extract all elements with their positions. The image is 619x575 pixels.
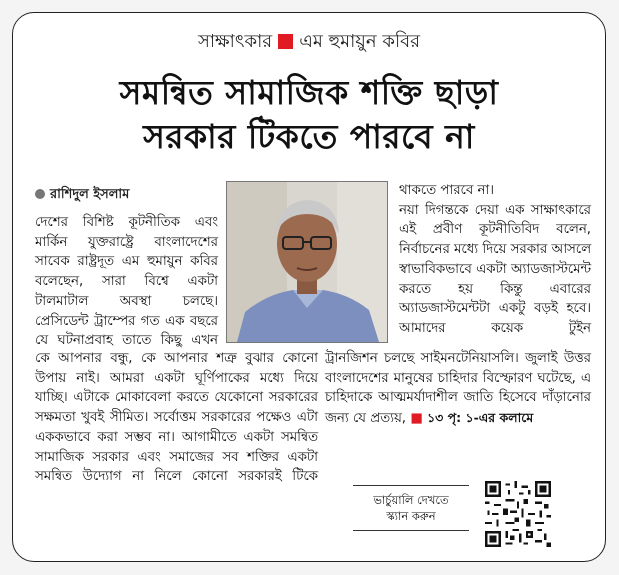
article-column-3 — [35, 349, 318, 487]
bullet-icon — [35, 189, 45, 199]
byline — [35, 185, 129, 206]
kicker — [13, 30, 605, 54]
portrait-photo — [226, 181, 388, 343]
qr-caption — [349, 485, 473, 543]
paragraph: কে আপনার বন্ধু, কে আপনার শত্রু বুঝার কোনো উপায় নাই। আমরা একটা ঘূর্ণিপাকের মধ্যে দিয়ে যাচ্ছি। এটাকে মোকাবেলা করতে যেকোনো সরকারের সক্ষমতা খুবই সীমিত। সর্বোত্তম সরকারের পক্ষেও এটা এককভাবে করা সম্ভব না। আগামীতে একটা সমন্বিত সামাজিক সরকার এবং সমাজের সব শক্তির একটা সমন্বিত উদ্যোগ না নিলে কোনো সরকারই টিকে — [35, 351, 318, 485]
article-column-1 — [35, 213, 218, 351]
divider — [353, 485, 469, 486]
interviewee-name: এম হুমায়ুন কবির — [299, 31, 421, 52]
headline-line-2: সরকার টিকতে পারবে না — [143, 117, 475, 156]
continued-on-label: ১৩ পৃ: ১-এর কলামে — [427, 410, 534, 426]
author-name: রাশিদুল ইসলাম — [50, 187, 130, 202]
section-label: সাক্ষাৎকার — [197, 31, 273, 52]
qr-caption-line-2: স্ক্যান করুন — [386, 509, 436, 523]
headline — [13, 71, 605, 159]
continued-marker-icon: ■ — [410, 411, 423, 427]
paragraph: নয়া দিগন্তকে দেয়া এক সাক্ষাৎকারে এই প্রবীণ কূটনীতিবিদ বলেন, নির্বাচনের মধ্যে দিয়ে সরকার আসলে স্বাভাবিকভাবে একটা অ্যাডজাস্টমেন্ট করতে হয় কিন্তু এবারের অ্যাডজাস্টমেন্টটা একটু বড়ই হবে। আমাদের কয়েক টুইন — [399, 202, 591, 336]
red-square-icon — [278, 34, 293, 49]
article-column-2 — [399, 181, 591, 339]
headline-line-1: সমন্বিত সামাজিক শক্তি ছাড়া — [119, 73, 499, 112]
qr-caption-line-1: ভার্চুয়ালি দেখতে — [373, 493, 449, 507]
paragraph-text: ট্রানজিশন চলছে সাইমনটেনিয়াসলি। জুলাই উত্তর বাংলাদেশের মানুষের চাহিদার বিস্ফোরণ ঘটেছে, এ চাহিদাকে আত্মমর্যাদাশীল জাতি হিসেবে দাঁড়ানোর জন্য যে প্রত্যয়, — [325, 351, 591, 427]
paragraph — [325, 349, 591, 429]
divider — [353, 530, 469, 531]
portrait-illustration — [227, 182, 387, 342]
paragraph: থাকতে পারবে না। — [399, 183, 495, 198]
news-clipping — [12, 12, 606, 562]
paragraph: দেশের বিশিষ্ট কূটনীতিক এবং মার্কিন যুক্তরাষ্ট্রে বাংলাদেশের সাবেক রাষ্ট্রদূত এম হুমায়ুন কবির বলেছেন, সারা বিশ্বে একটা টালমাটাল অবস্থা চলছে। প্রেসিডেন্ট ট্রাম্পের গত এক বছরে যে ঘটনাপ্রবাহ তাতে কিছু এখন — [35, 215, 218, 349]
qr-code-icon[interactable] — [485, 481, 551, 547]
article-column-4 — [325, 349, 591, 429]
